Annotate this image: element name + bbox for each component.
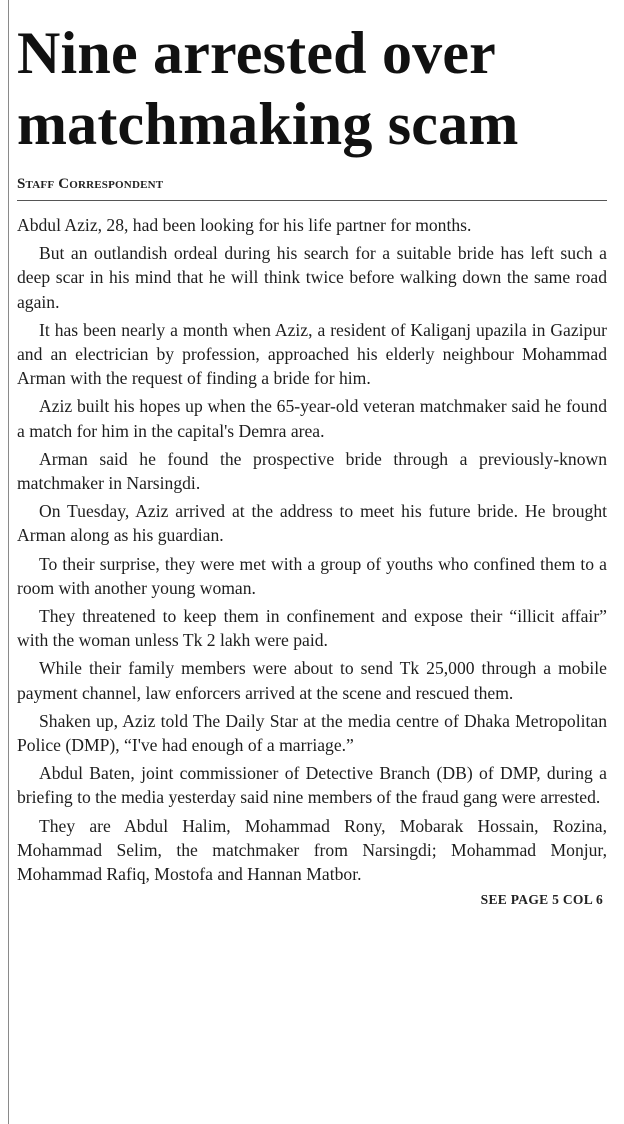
paragraph: Arman said he found the prospective bride through a previously-known matchmaker in Narsingdi. <box>17 448 607 494</box>
column-rule <box>8 0 9 1124</box>
paragraph: They are Abdul Halim, Mohammad Rony, Mobarak Hossain, Rozina, Mohammad Selim, the matchmaker from Narsingdi; Mohammad Monjur, Mohammad Rafiq, Mostofa and Hannan Matbor. <box>17 815 607 885</box>
headline <box>17 18 607 160</box>
paragraph: Abdul Aziz, 28, had been looking for his life partner for months. <box>17 215 472 235</box>
paragraph: It has been nearly a month when Aziz, a resident of Kaliganj upazila in Gazipur and an electrician by profession, approached his elderly neighbour Mohammad Arman with the request of finding a bride for him. <box>17 319 607 389</box>
paragraph: Shaken up, Aziz told The Daily Star at the media centre of Dhaka Metropolitan Police (DMP), “I've had enough of a marriage.” <box>17 710 607 756</box>
paragraph: They threatened to keep them in confinement and expose their “illicit affair” with the woman unless Tk 2 lakh were paid. <box>17 606 607 651</box>
paragraph: But an outlandish ordeal during his search for a suitable bride has left such a deep scar in his mind that he will think twice before walking down the same road again. <box>17 243 607 312</box>
paragraph: While their family members were about to send Tk 25,000 through a mobile payment channel, law enforcers arrived at the scene and rescued them. <box>17 658 607 703</box>
news-article <box>17 18 607 908</box>
continuation-note: SEE PAGE 5 COL 6 <box>480 892 603 908</box>
paragraph: Abdul Baten, joint commissioner of Detective Branch (DB) of DMP, during a briefing to the media yesterday said nine members of the fraud gang were arrested. <box>17 763 607 808</box>
headline-line-1: Nine arrested over <box>17 20 497 86</box>
article-body <box>17 213 607 886</box>
paragraph: Aziz built his hopes up when the 65-year-old veteran matchmaker said he found a match for him in the capital's Demra area. <box>17 396 607 441</box>
headline-line-2: matchmaking scam <box>17 91 519 157</box>
byline: Staff Correspondent <box>17 176 607 201</box>
paragraph: On Tuesday, Aziz arrived at the address to meet his future bride. He brought Arman along as his guardian. <box>17 501 607 546</box>
paragraph: To their surprise, they were met with a group of youths who confined them to a room with another young woman. <box>17 553 607 598</box>
